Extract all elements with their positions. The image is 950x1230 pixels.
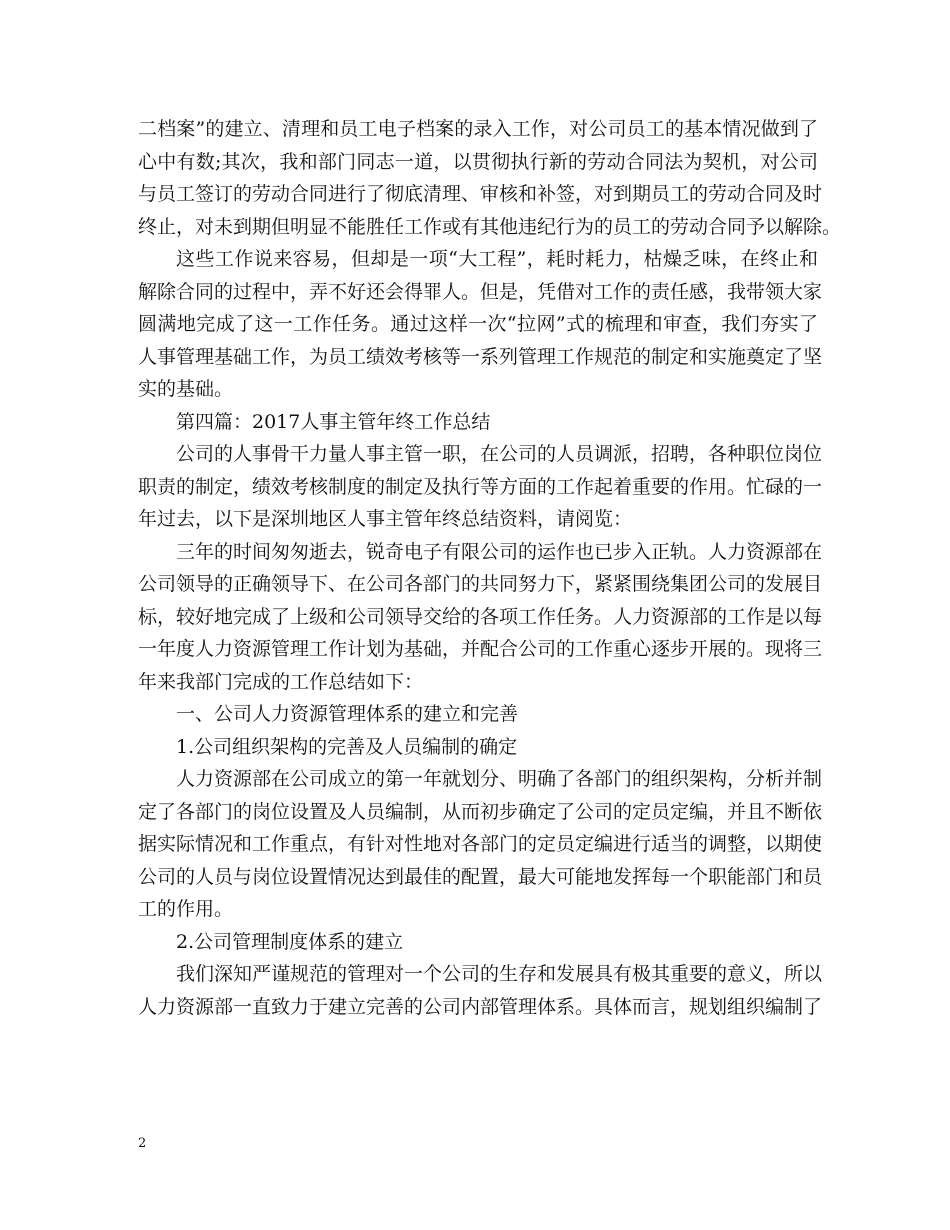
text-line: 人事管理基础工作，为员工绩效考核等一系列管理工作规范的制定和实施奠定了坚 [138, 345, 823, 368]
text-line: 终止，对未到期但明显不能胜任工作或有其他违纪行为的员工的劳动合同予以解除。 [138, 215, 842, 238]
text-line: 解除合同的过程中，弄不好还会得罪人。但是，凭借对工作的责任感，我带领大家 [138, 280, 823, 303]
text-line: 我们深知严谨规范的管理对一个公司的生存和发展具有极其重要的意义，所以 [176, 963, 823, 985]
text-line: 二档案”的建立、清理和员工电子档案的录入工作，对公司员工的基本情况做到了 [138, 118, 818, 140]
text-line: 工的作用。 [138, 898, 234, 920]
text-line: 职责的制定，绩效考核制度的制定及执行等方面的工作起着重要的作用。忙碌的一 [138, 475, 823, 498]
text-line: 1.公司组织架构的完善及人员编制的确定 [176, 735, 518, 758]
text-line: 年过去，以下是深圳地区人事主管年终总结资料，请阅览： [138, 508, 633, 530]
text-line: 第四篇：2017人事主管年终工作总结 [176, 410, 491, 433]
text-line: 三年的时间匆匆逝去，锐奇电子有限公司的运作也已步入正轨。人力资源部在 [176, 540, 823, 563]
text-line: 定了各部门的岗位设置及人员编制，从而初步确定了公司的定员定编，并且不断依 [138, 800, 823, 823]
text-line: 心中有数;其次，我和部门同志一道，以贯彻执行新的劳动合同法为契机，对公司 [138, 150, 818, 173]
text-line: 实的基础。 [138, 378, 234, 400]
text-line: 与员工签订的劳动合同进行了彻底清理、审核和补签，对到期员工的劳动合同及时 [138, 183, 823, 205]
text-line: 圆满地完成了这一工作任务。通过这样一次“拉网”式的梳理和审查，我们夯实了 [138, 313, 818, 335]
text-line: 标，较好地完成了上级和公司领导交给的各项工作任务。人力资源部的工作是以每 [138, 605, 823, 628]
text-line: 这些工作说来容易，但却是一项“大工程”，耗时耗力，枯燥乏味，在终止和 [176, 248, 818, 270]
text-line: 公司的人事骨干力量人事主管一职，在公司的人员调派，招聘，各种职位岗位 [176, 443, 823, 465]
text-line: 公司的人员与岗位设置情况达到最佳的配置，最大可能地发挥每一个职能部门和员 [138, 865, 823, 888]
text-line: 2.公司管理制度体系的建立 [176, 930, 404, 953]
text-line: 据实际情况和工作重点，有针对性地对各部门的定员定编进行适当的调整，以期使 [138, 833, 823, 855]
document-body [138, 113, 842, 1023]
text-line: 一年度人力资源管理工作计划为基础，并配合公司的工作重心逐步开展的。现将三 [138, 638, 823, 660]
text-line: 年来我部门完成的工作总结如下： [138, 670, 424, 693]
text-line: 人力资源部一直致力于建立完善的公司内部管理体系。具体而言，规划组织编制了 [138, 995, 823, 1018]
text-line: 人力资源部在公司成立的第一年就划分、明确了各部门的组织架构，分析并制 [176, 768, 823, 790]
text-line: 公司领导的正确领导下、在公司各部门的共同努力下，紧紧围绕集团公司的发展目 [138, 573, 823, 595]
text-line: 一、公司人力资源管理体系的建立和完善 [176, 703, 519, 725]
page-number: 2 [138, 1136, 147, 1151]
